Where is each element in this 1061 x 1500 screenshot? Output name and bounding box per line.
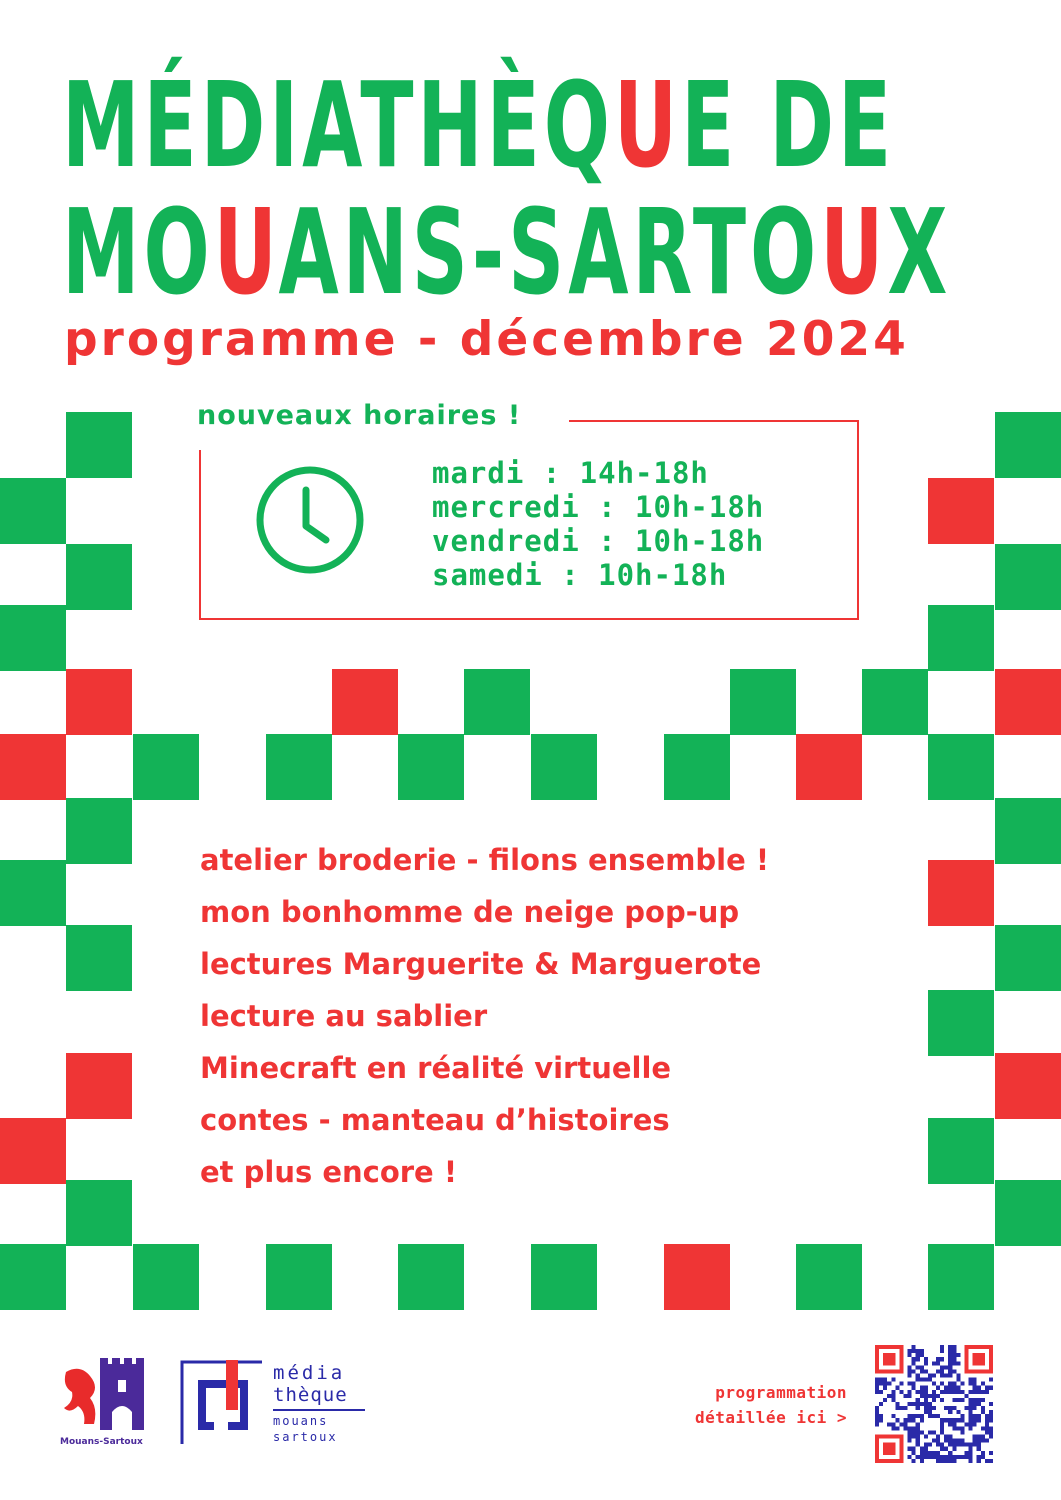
hours-line-wednesday: mercredi : 10h-18h [432, 490, 765, 524]
pixel-square [995, 925, 1061, 991]
pixel-square [66, 925, 132, 991]
pixel-square [266, 1244, 332, 1310]
clock-icon [254, 464, 366, 576]
pixel-square [133, 734, 199, 800]
pixel-square [0, 734, 66, 800]
city-logo-icon [60, 1358, 148, 1434]
event-item: mon bonhomme de neige pop-up [200, 895, 740, 929]
hours-line-friday: vendredi : 10h-18h [432, 524, 765, 558]
title-highlight: U [213, 183, 279, 321]
title-text: E DE [681, 56, 896, 194]
title-text: ANS-SARTO [278, 183, 821, 321]
hours-line-saturday: samedi : 10h-18h [432, 558, 728, 592]
event-item: lectures Marguerite & Marguerote [200, 947, 762, 981]
pixel-square [928, 1118, 994, 1184]
pixel-square [66, 412, 132, 478]
event-item: Minecraft en réalité virtuelle [200, 1051, 672, 1085]
pixel-square [995, 669, 1061, 735]
mediatheque-logo-text: mouans [273, 1414, 329, 1428]
event-item: et plus encore ! [200, 1155, 458, 1189]
pixel-square [928, 990, 994, 1056]
title-highlight: U [613, 56, 682, 194]
pixel-square [66, 1053, 132, 1119]
pixel-square [133, 1244, 199, 1310]
pixel-square [995, 798, 1061, 864]
pixel-square [664, 734, 730, 800]
hours-line-tuesday: mardi : 14h-18h [432, 456, 709, 490]
pixel-square [796, 734, 862, 800]
hours-title: nouveaux horaires ! [197, 400, 535, 431]
pixel-square [398, 734, 464, 800]
subtitle: programme - décembre 2024 [64, 312, 909, 367]
city-logo-caption: Mouans-Sartoux [60, 1437, 143, 1447]
mediatheque-logo-text: sartoux [273, 1430, 338, 1444]
page-title-line-1 [62, 56, 896, 194]
pixel-square [995, 1180, 1061, 1246]
pixel-square [796, 1244, 862, 1310]
pixel-square [266, 734, 332, 800]
program-link[interactable] [695, 1380, 847, 1430]
pixel-square [0, 860, 66, 926]
pixel-square [66, 1180, 132, 1246]
qr-code-icon[interactable] [875, 1345, 993, 1463]
title-highlight: U [820, 183, 888, 321]
program-link-line: détaillée ici > [695, 1408, 847, 1427]
pixel-square [862, 669, 928, 735]
pixel-square [664, 1244, 730, 1310]
pixel-square [0, 1118, 66, 1184]
pixel-square [928, 605, 994, 671]
pixel-square [995, 1053, 1061, 1119]
pixel-square [531, 1244, 597, 1310]
pixel-square [928, 478, 994, 544]
title-text: X [887, 183, 952, 321]
pixel-square [928, 860, 994, 926]
mediatheque-logo-text: thèque [273, 1384, 348, 1406]
title-text: MO [62, 183, 214, 321]
pixel-square [66, 544, 132, 610]
logo-divider [273, 1409, 365, 1411]
pixel-square [464, 669, 530, 735]
mediatheque-logo-text: média [273, 1362, 346, 1384]
pixel-square [66, 669, 132, 735]
pixel-square [0, 478, 66, 544]
event-item: atelier broderie - filons ensemble ! [200, 843, 770, 877]
title-text: MÉDIATHÈQ [62, 56, 614, 194]
pixel-square [995, 412, 1061, 478]
pixel-square [928, 1244, 994, 1310]
pixel-square [398, 1244, 464, 1310]
pixel-square [66, 798, 132, 864]
pixel-square [531, 734, 597, 800]
mediatheque-logo-icon [180, 1360, 264, 1446]
pixel-square [995, 544, 1061, 610]
pixel-square [332, 669, 398, 735]
program-link-line: programmation [715, 1383, 847, 1402]
pixel-square [928, 734, 994, 800]
event-item: lecture au sablier [200, 999, 488, 1033]
pixel-square [730, 669, 796, 735]
pixel-square [0, 1244, 66, 1310]
event-item: contes - manteau d’histoires [200, 1103, 670, 1137]
pixel-square [0, 605, 66, 671]
page-title-line-2 [62, 183, 952, 321]
